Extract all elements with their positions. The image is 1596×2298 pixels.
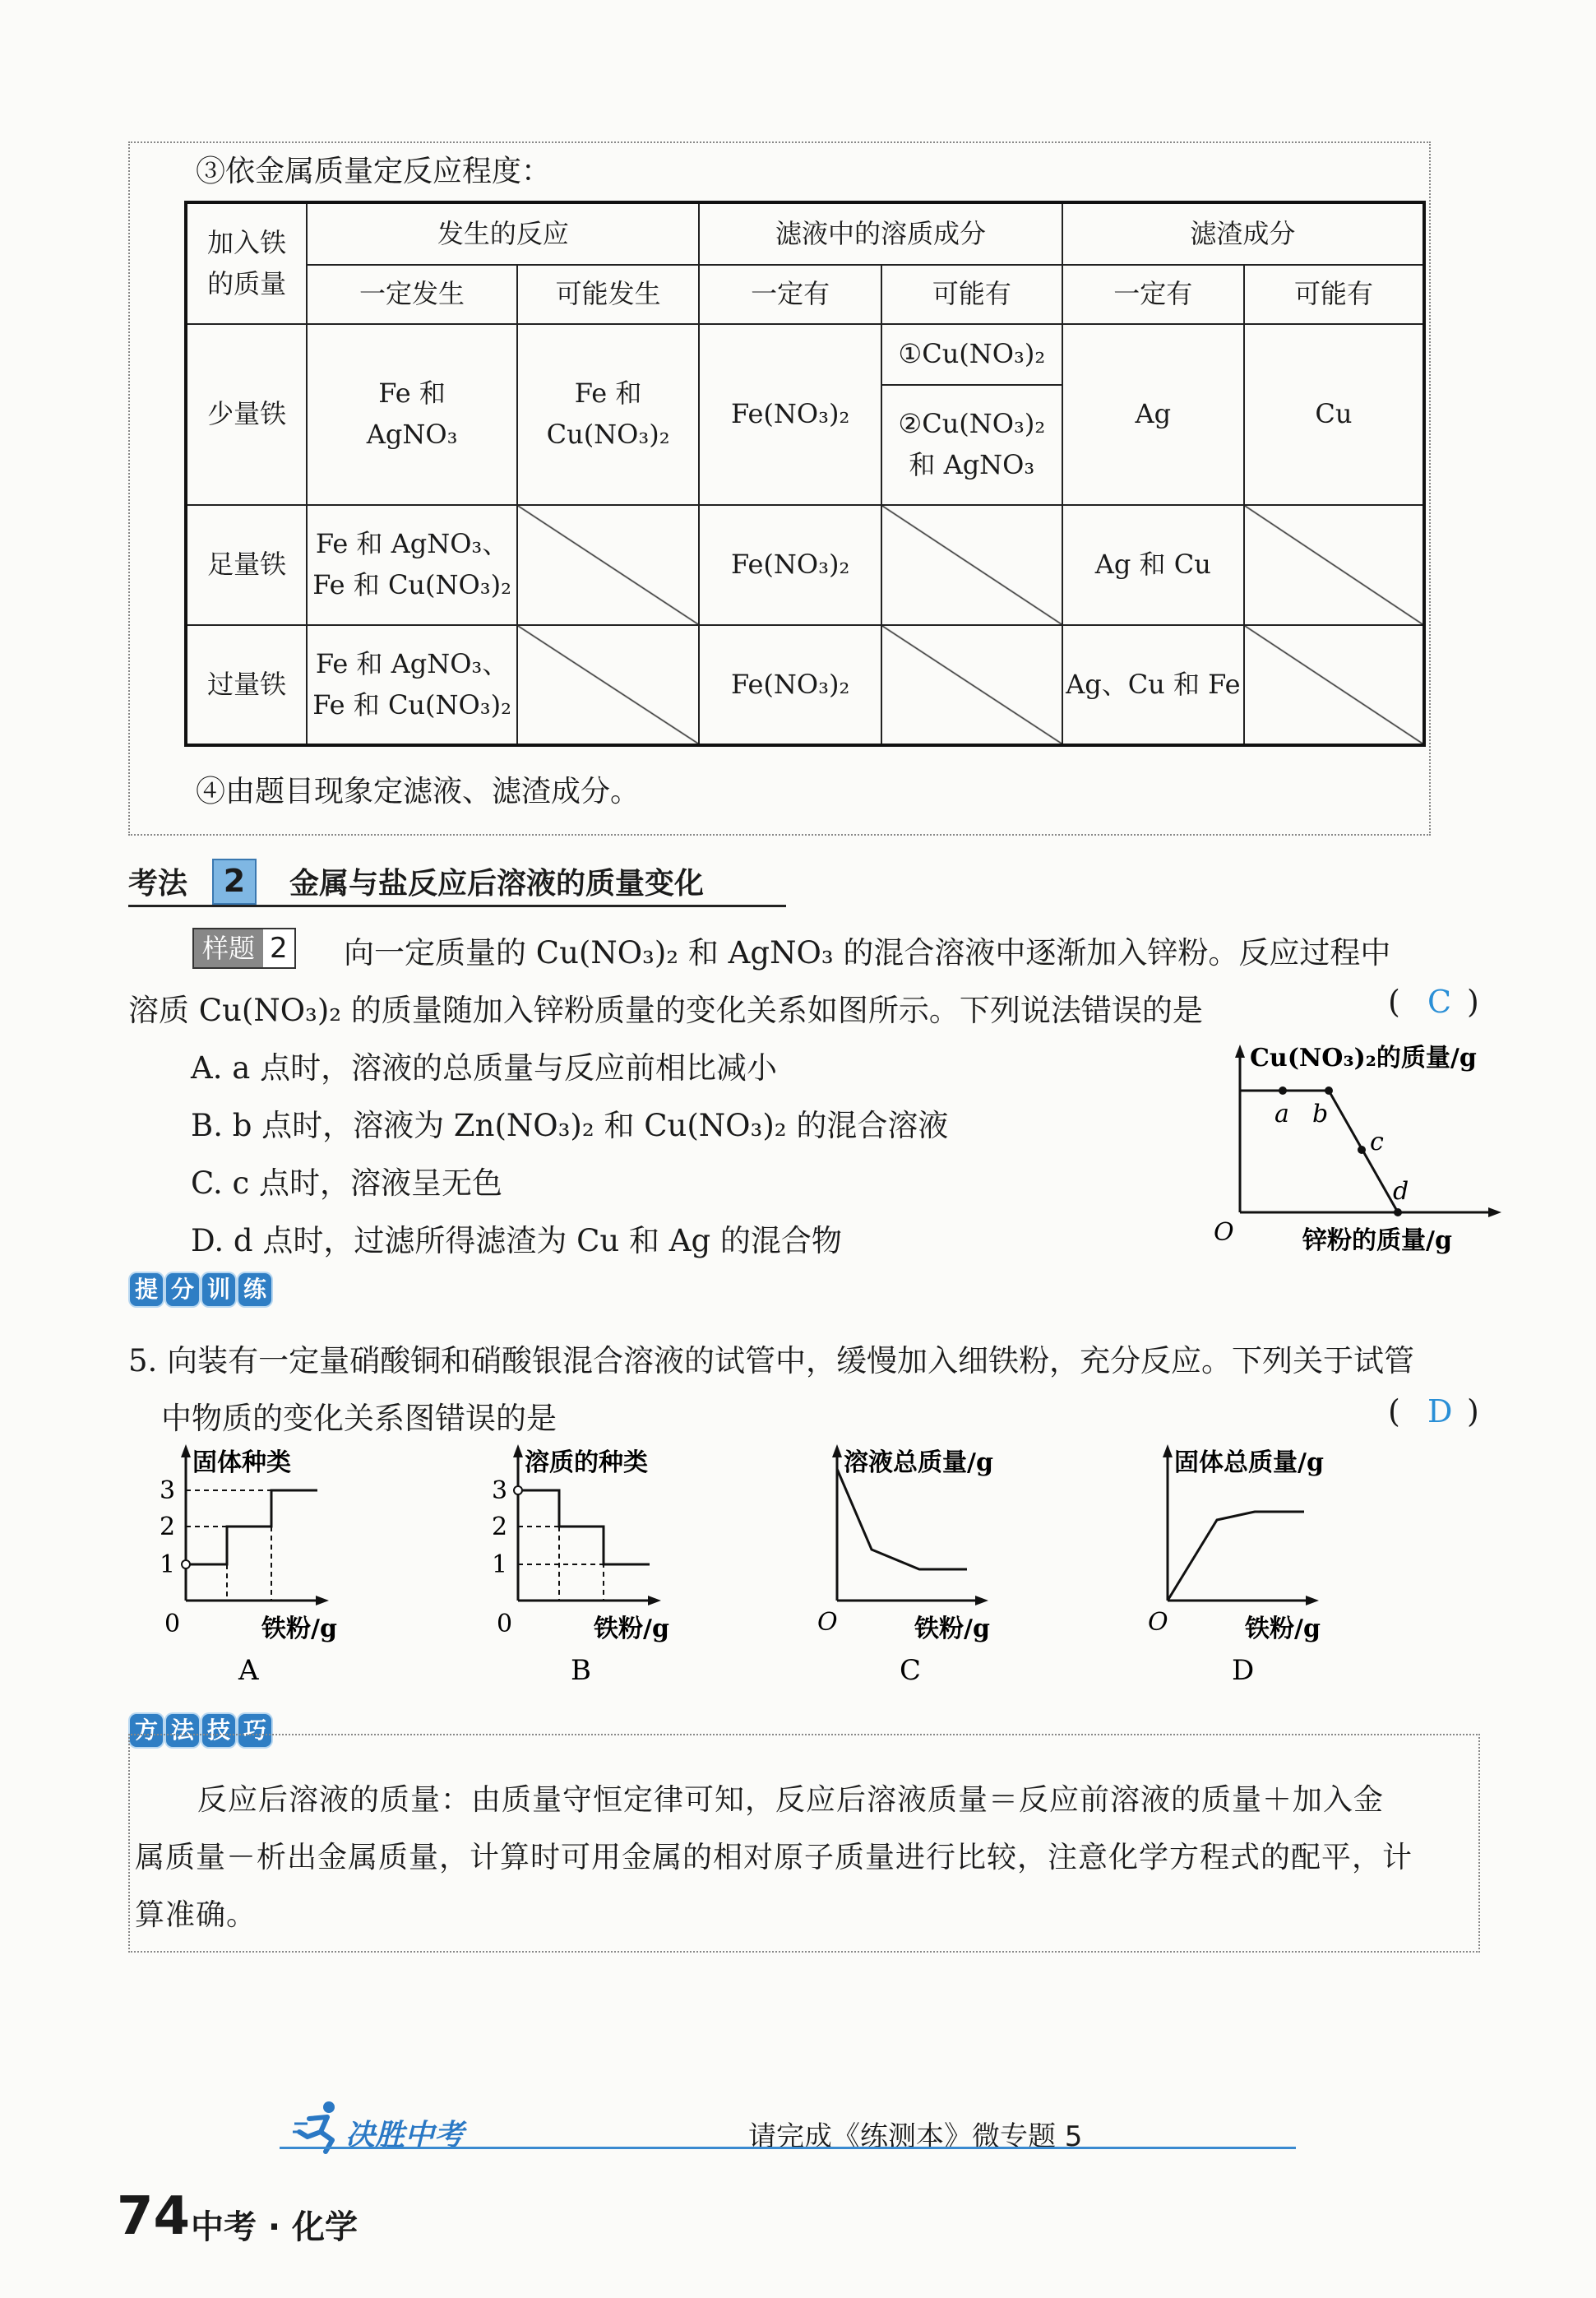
xlabel: 铁粉/g (914, 1615, 990, 1643)
cell-empty-diagonal (1244, 505, 1424, 625)
q5-answer: D (1427, 1393, 1453, 1429)
xlabel: 铁粉/g (594, 1615, 669, 1643)
data-line (837, 1469, 967, 1569)
x-axis-arrow (1306, 1596, 1319, 1605)
banner-char: 分 (166, 1273, 199, 1306)
y-axis-arrow (1235, 1045, 1245, 1058)
step4-text: ④由题目现象定滤液、滤渣成分。 (196, 775, 641, 808)
origin-label: O (1148, 1608, 1168, 1637)
data-line (1168, 1512, 1304, 1601)
header-definite-happen: 一定发生 (307, 265, 516, 324)
banner-char: 训 (202, 1273, 235, 1306)
caption: A (238, 1654, 259, 1687)
origin-label: O (1214, 1218, 1234, 1247)
cell-row3-def-reaction: Fe 和 AgNO₃、 Fe 和 Cu(NO₃)₂ (307, 625, 516, 745)
cell-empty-diagonal (881, 625, 1062, 745)
sample-badge (192, 928, 296, 969)
option-c: C. c 点时，溶液呈无色 (191, 1165, 502, 1201)
cell-row1-def-reaction: Fe 和 AgNO₃ (307, 324, 516, 505)
sample-stem-line2: 溶质 Cu(NO₃)₂ 的质量随加入锌粉质量的变化关系如图所示。下列说法错误的是 (128, 993, 1203, 1028)
caption: B (571, 1654, 591, 1687)
cell-row2-def-reaction: Fe 和 AgNO₃、 Fe 和 Cu(NO₃)₂ (307, 505, 516, 625)
row-label-small-iron: 少量铁 (186, 324, 307, 505)
cell-row1-pos-reaction: Fe 和 Cu(NO₃)₂ (517, 324, 700, 505)
cell-empty-diagonal (1244, 625, 1424, 745)
method-line2: 属质量－析出金属质量，计算时可用金属的相对原子质量进行比较，注意化学方程式的配平，计 (135, 1841, 1413, 1874)
kaofa-title: 金属与盐反应后溶液的质量变化 (289, 867, 705, 901)
sample-graph (1200, 1040, 1505, 1257)
x-axis-arrow (1488, 1207, 1501, 1217)
heading-underline (128, 905, 786, 907)
y-axis-arrow (1163, 1444, 1173, 1457)
cell-row1-filtrate-pos-b: ②Cu(NO₃)₂ 和 AgNO₃ (881, 385, 1062, 505)
sample-badge-number: 2 (263, 929, 294, 967)
q5-line1: 5. 向装有一定量硝酸铜和硝酸银混合溶液的试管中，缓慢加入细铁粉，充分反应。下列关于试管 (128, 1343, 1415, 1378)
option-b: B. b 点时，溶液为 Zn(NO₃)₂ 和 Cu(NO₃)₂ 的混合溶液 (191, 1108, 949, 1143)
header-definite-have: 一定有 (1062, 265, 1244, 324)
banner-char: 提 (130, 1273, 163, 1306)
cell-row1-filtrate-def: Fe(NO₃)₂ (699, 324, 881, 505)
ylabel: Cu(NO₃)₂的质量/g (1250, 1044, 1477, 1073)
q5-graph-d (1143, 1444, 1357, 1691)
caption: D (1232, 1654, 1255, 1687)
origin-label: 0 (164, 1610, 181, 1638)
sample-answer: C (1427, 984, 1452, 1020)
x-axis-arrow (316, 1596, 329, 1605)
answer-paren-close: ) (1467, 984, 1479, 1020)
point-a (1279, 1086, 1287, 1095)
kaofa-number: 2 (212, 859, 257, 905)
sample-badge-label: 样题 (194, 929, 263, 967)
origin-label: O (817, 1608, 838, 1637)
cell-row3-residue-def: Ag、Cu 和 Fe (1062, 625, 1244, 745)
header-filtrate: 滤液中的溶质成分 (699, 202, 1062, 265)
ylabel: 溶质的种类 (525, 1448, 648, 1477)
option-d: D. d 点时，过滤所得滤渣为 Cu 和 Ag 的混合物 (191, 1223, 842, 1258)
start-point (182, 1560, 190, 1568)
row-label-excess-iron: 过量铁 (186, 625, 307, 745)
kaofa-label: 考法 (128, 867, 188, 901)
reaction-table (184, 201, 1426, 747)
row-label-enough-iron: 足量铁 (186, 505, 307, 625)
tick-2: 2 (492, 1513, 508, 1541)
banner-char: 技 (202, 1714, 235, 1747)
y-axis-arrow (832, 1444, 842, 1457)
method-line3: 算准确。 (135, 1898, 257, 1932)
label-c: c (1370, 1128, 1384, 1156)
ylabel: 固体总质量/g (1174, 1448, 1324, 1477)
ylabel: 固体种类 (192, 1448, 291, 1477)
point-b (1325, 1086, 1333, 1095)
footer-rule (280, 2147, 1296, 2149)
header-possible-happen: 可能发生 (517, 265, 700, 324)
label-a: a (1274, 1100, 1289, 1128)
cell-row2-filtrate-def: Fe(NO₃)₂ (699, 505, 881, 625)
xlabel: 铁粉/g (261, 1615, 337, 1643)
point-d (1394, 1208, 1402, 1216)
tick-3: 3 (492, 1476, 508, 1505)
y-axis-arrow (513, 1444, 523, 1457)
label-b: b (1312, 1100, 1329, 1128)
header-possible-have: 可能有 (881, 265, 1062, 324)
page-subject: 中考 · 化学 (191, 2208, 359, 2246)
header-reaction: 发生的反应 (307, 202, 699, 265)
header-residue: 滤渣成分 (1062, 202, 1424, 265)
header-possible-have: 可能有 (1244, 265, 1424, 324)
header-definite-have: 一定有 (699, 265, 881, 324)
tick-3: 3 (160, 1476, 176, 1505)
footer-reference: 请完成《练测本》微专题 5 (748, 2120, 1083, 2153)
method-line1: 反应后溶液的质量：由质量守恒定律可知，反应后溶液质量＝反应前溶液的质量＋加入金 (197, 1783, 1385, 1817)
option-a: A. a 点时，溶液的总质量与反应前相比减小 (191, 1050, 778, 1086)
tifen-banner (130, 1273, 271, 1306)
sample-stem-line1: 向一定质量的 Cu(NO₃)₂ 和 AgNO₃ 的混合溶液中逐渐加入锌粉。反应过程中 (344, 935, 1391, 971)
answer-paren-open: ( (1388, 1393, 1400, 1429)
banner-char: 巧 (238, 1714, 271, 1747)
step3-text: ③依金属质量定反应程度： (196, 155, 552, 188)
q5-graph-a (153, 1444, 359, 1691)
start-point (514, 1486, 522, 1494)
q5-graph-c (812, 1444, 1018, 1691)
label-d: d (1393, 1177, 1409, 1206)
footer-logo: 决胜中考 (345, 2119, 465, 2152)
tick-1: 1 (160, 1550, 176, 1579)
xlabel: 铁粉/g (1245, 1615, 1321, 1643)
x-axis-arrow (975, 1596, 988, 1605)
x-axis-arrow (648, 1596, 661, 1605)
banner-char: 练 (238, 1273, 271, 1306)
cell-empty-diagonal (517, 505, 700, 625)
banner-char: 法 (166, 1714, 199, 1747)
xlabel: 锌粉的质量/g (1302, 1226, 1452, 1255)
y-axis-arrow (181, 1444, 191, 1457)
ylabel: 溶液总质量/g (844, 1448, 993, 1477)
answer-paren-open: ( (1388, 984, 1400, 1020)
caption: C (900, 1654, 922, 1687)
cell-row2-residue-def: Ag 和 Cu (1062, 505, 1244, 625)
q5-line2: 中物质的变化关系图错误的是 (161, 1401, 557, 1436)
tick-2: 2 (160, 1513, 176, 1541)
cell-empty-diagonal (517, 625, 700, 745)
cell-row1-filtrate-pos-a: ①Cu(NO₃)₂ (881, 324, 1062, 385)
cell-row1-residue-def: Ag (1062, 324, 1244, 505)
tick-1: 1 (492, 1550, 508, 1579)
cell-row3-filtrate-def: Fe(NO₃)₂ (699, 625, 881, 745)
header-iron-mass: 加入铁 的质量 (186, 202, 307, 324)
page-number: 74 (117, 2186, 191, 2247)
answer-paren-close: ) (1467, 1393, 1479, 1429)
q5-graph-b (485, 1444, 691, 1691)
cell-empty-diagonal (881, 505, 1062, 625)
point-c (1358, 1146, 1366, 1154)
origin-label: 0 (497, 1610, 513, 1638)
banner-char: 方 (130, 1714, 163, 1747)
cell-row1-residue-pos: Cu (1244, 324, 1424, 505)
